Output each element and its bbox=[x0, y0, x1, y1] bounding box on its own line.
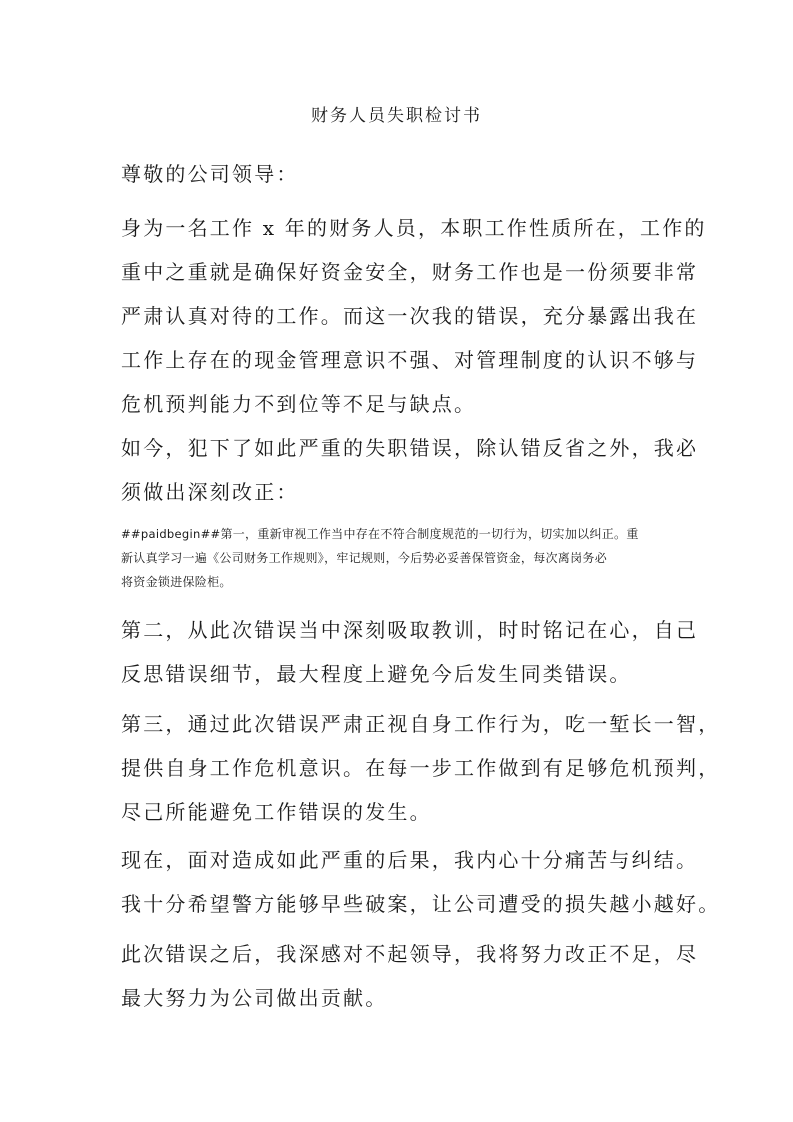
paragraph-line: 严肃认真对待的工作。而这一次我的错误，充分暴露出我在 bbox=[121, 304, 699, 328]
paragraph-line: 新认真学习一遍《公司财务工作规则》，牢记规则，今后势必妥善保管资金，每次离岗务必 bbox=[121, 551, 608, 565]
paragraph-line: 身为一名工作 x 年的财务人员，本职工作性质所在，工作的 bbox=[121, 216, 707, 240]
paragraph-line: 如今，犯下了如此严重的失职错误，除认错反省之外，我必 bbox=[121, 436, 699, 460]
paragraph-6 bbox=[121, 932, 701, 1020]
salutation bbox=[121, 152, 701, 196]
paragraph-line: 重中之重就是确保好资金安全，财务工作也是一份须要非常 bbox=[121, 260, 699, 284]
paragraph-line bbox=[121, 522, 681, 546]
paragraph-5 bbox=[121, 838, 721, 926]
paragraph-small bbox=[121, 522, 681, 594]
paragraph-line: 第三，通过此次错误严肃正视自身工作行为，吃一堑长一智， bbox=[121, 712, 721, 736]
paragraph-1 bbox=[121, 206, 707, 426]
paragraph-line: 最大努力为公司做出贡献。 bbox=[121, 986, 388, 1010]
paragraph-line: 反思错误细节，最大程度上避免今后发生同类错误。 bbox=[121, 662, 632, 686]
page-title: 财务人员失职检讨书 bbox=[311, 106, 482, 126]
salutation-text: 尊敬的公司领导： bbox=[121, 162, 299, 186]
paragraph-line: 现在，面对造成如此严重的后果，我内心十分痛苦与纠结。 bbox=[121, 848, 699, 872]
paragraph-line: 将资金锁进保险柜。 bbox=[121, 575, 232, 589]
paragraph-line: 此次错误之后，我深感对不起领导，我将努力改正不足，尽 bbox=[121, 942, 699, 966]
paragraph-4 bbox=[121, 702, 721, 834]
paragraph-3 bbox=[121, 608, 701, 696]
paragraph-line: 第二，从此次错误当中深刻吸取教训，时时铭记在心，自己 bbox=[121, 618, 699, 642]
paid-marker: ##paidbegin## bbox=[121, 527, 221, 541]
paragraph-line: 尽己所能避免工作错误的发生。 bbox=[121, 800, 432, 824]
paragraph-line: 提供自身工作危机意识。在每一步工作做到有足够危机预判， bbox=[121, 756, 721, 780]
paragraph-line: 我十分希望警方能够早些破案，让公司遭受的损失越小越好。 bbox=[121, 892, 721, 916]
paragraph-line: 危机预判能力不到位等不足与缺点。 bbox=[121, 392, 477, 416]
paragraph-2 bbox=[121, 426, 701, 514]
paragraph-line: 须做出深刻改正： bbox=[121, 480, 299, 504]
paragraph-text: 第一，重新审视工作当中存在不符合制度规范的一切行为，切实加以纠正。重 bbox=[220, 527, 639, 541]
paragraph-line: 工作上存在的现金管理意识不强、对管理制度的认识不够与 bbox=[121, 348, 699, 372]
